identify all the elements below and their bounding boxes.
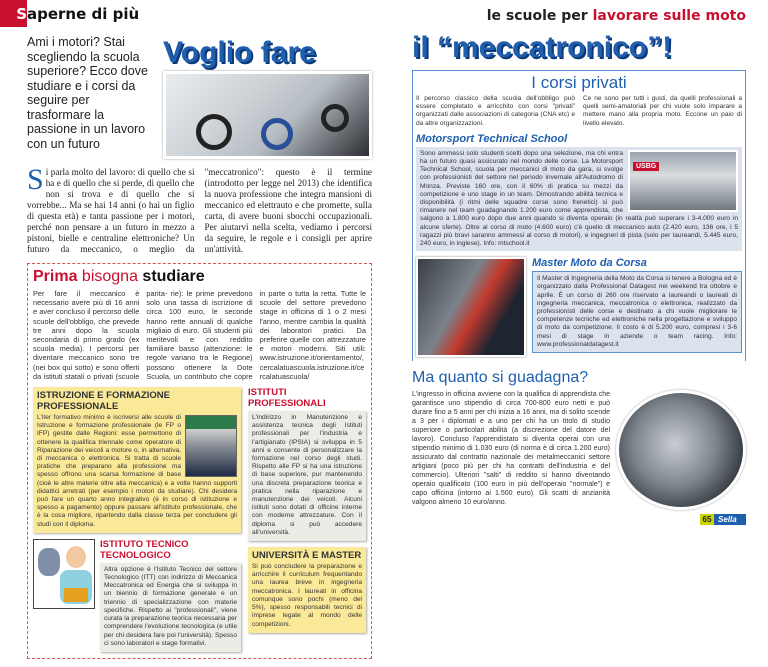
itt-title: ISTITUTO TECNICO TECNOLOGICO bbox=[100, 538, 189, 561]
engine-photo bbox=[616, 390, 746, 510]
kicker-black: le scuole per bbox=[486, 8, 588, 24]
student-photo bbox=[185, 415, 237, 477]
body-text bbox=[27, 163, 372, 255]
kicker bbox=[412, 8, 746, 24]
ip-box bbox=[248, 411, 366, 541]
workshop-photo bbox=[163, 71, 372, 159]
master-text: Il Master di Ingegneria della Moto da Corsa si tenere a Bologna ed è organizzato dalla Professional Datagest nei weekend tra ottobre e aprile. È un corso di 260 ore riservato a laureandi o laureati di ingegneria meccanica, meccatronica o elettronica, realizzato da professionisti delle corse e destinato a chi vuole migliorare le competenze tecniche ed elettroniche nella progettazione e sviluppo di moto da competizione. Il costo è di 5.200 euro, compresi i 3-6 mesi di stage in aziende o team racing. Info: www.professionaldatagest.it bbox=[537, 275, 737, 348]
prima-w1: Prima bbox=[33, 268, 78, 285]
headline-left: Voglio fare bbox=[163, 36, 316, 69]
section-rest: aperne di più bbox=[27, 4, 140, 23]
guadagna-title: Ma quanto si guadagna? bbox=[412, 369, 589, 387]
itt-text: Altra opzione è l'Istituto Tecnico del settore Tecnologico (ITT) con indirizzo di Meccanica Meccatronica ed Energia che si sviluppa in un biennio di formazione generale e un triennio di specializzazione con materie specifiche. Rispetto ai "professionali", viene curata la preparazione teorica necessaria per comprendere l'evoluzione tecnologica (e utile per chi desidera fare poi l'università). Spesso ci sono laboratori e stage formativi. bbox=[104, 565, 237, 647]
uni-title: UNIVERSITÀ E MASTER bbox=[252, 550, 362, 562]
mts-photo bbox=[628, 150, 738, 212]
drop-cap: S bbox=[27, 163, 44, 196]
ifp-text: L'iter formativo minimo è iscriversi alle scuole di Istruzione e formazione professionale (le FP o IFP) gestite dalle Regioni: esse permettono di ottenere la qualifica triennale come operatore di Riparazione dei veicoli a motore o, in alternativa, di meccanica o elettronica. Si tratta di scuole pratiche che preparano alla professione ma spesso offrono una scarsa formazione di base (cioè le altre materie oltre alla meccanica) e a volte hanno supporti didattici arretrati (per esempio i motori da studiare). Chi desidera può fare un quarto anno integrativo (è in corso di istituzione e spesso a pagamento) oppure passare all'istituto professionale, che è la cosa migliore, ripartendo dalla classe terza per concludere gli studi con il diploma. bbox=[37, 414, 237, 528]
corsi-intro-2: Ce ne sono per tutti i gusti, da quelli professionali a quelli semi-amatoriali per chi vuole solo imparare a mettere mano alla propria moto. Eccone un paio di livello elevato. bbox=[583, 95, 742, 127]
corsi-title: I corsi privati bbox=[531, 73, 627, 92]
right-page bbox=[384, 0, 768, 667]
prima-col-1: Per fare il meccanico è necessario avere più di 16 anni e aver concluso il percorso delle scuole dell'obbligo, che prevede tre anni dopo la scuola secondaria di primo grado (ex scuola media). I percorsi per diventare meccanico sono tre (nei box qui sotto) e sono offerti da istituti statali o privati (scuole parita- bbox=[33, 289, 168, 381]
intro-text: Ami i motori? Stai scegliendo la scuola superiore? Ecco dove studiare e i corsi da seguire per trasformare la passione in un lavoro con un futuro bbox=[27, 35, 148, 151]
master-box bbox=[532, 271, 742, 353]
guadagna-text: L'ingresso in officina avviene con la qualifica di apprendista che garantisce uno stipendio di circa 700-800 euro netti e può durare fino a 5 anni per chi inizia a 16 anni, ma di solito scende a 3 per i diplomati e a uno per chi ha un titolo di studio superiore o particolari abilità (a discrezione del datore del lavoro). Concluso l'apprendistato si diventa operai con una stipendio minimo di 1.030 euro (di norma è di circa 1.200 euro) assicurato dal contratto nazionale dei metalmeccanici settore artigiani (poco più per chi ha contratti dell'industria e del commercio). Ulteriori "salti" di reddito si hanno diventando operaio qualificato (100 euro in più dell'operaio "normale") e capo officina (intorno ai 1.500 euro). Gli scatti di anzianità valgono almeno 10 euro/anno. bbox=[412, 391, 610, 507]
uni-box bbox=[248, 547, 366, 633]
itt-box bbox=[100, 563, 241, 652]
ifp-box bbox=[33, 387, 241, 533]
body-left-text: i parla molto del lavoro: di quello che si ha e di quello che si perde, di quello che non si trova e di quello che si vorrebbe... Ma se hai 14 anni (o hai un figlio di questa età) e tanta passione per i motori, perché non pensare a un futuro in mezzo a pistoni, bielle e centraline elettroniche? Un futuro da meccanico, o meglio da "meccatronico": questo è il termine (introdotto per legge nel 2013) che identifica la nuova professione che integra mansioni di meccanico ed elettrauto e che promette, sulla carta, di bbox=[27, 167, 372, 254]
kicker-red: lavorare sulle moto bbox=[592, 8, 746, 24]
body-right: avere buoni sbocchi occupazionali. Per aiutarvi nella scelta, vediamo i percorsi da seguire, le regole e i consigli per aprire un'attività. bbox=[204, 211, 372, 254]
master-title: Master Moto da Corsa bbox=[532, 257, 647, 270]
prima-w2: bisogna bbox=[81, 268, 138, 285]
prima-col-2: rie): le prime prevedono solo una tassa di iscrizione di circa 100 euro, le seconde hanno rette annuali di qualche migliaio di euro. Gli studenti più meritevoli e con reddito familiare basso (attenzione: le regole variano tra le Regione) possono ottenere la Dote Scuola, un contributo che copre in parte o bbox=[146, 289, 293, 381]
magazine-logo: Sella bbox=[714, 514, 746, 525]
prima-col-3: tutta la retta. Tutte le scuole del settore prevedono stage in officina di 1 o 2 mesi l'anno, mentre cambia la qualità dei laboratori pratici. Da preferire quelle con attrezzature e motori moderni. Siti utili: www.istruzione.it/orientamento/, cercalatuascuola.istruzione.it/cercalatuascuola/ bbox=[259, 289, 366, 381]
mts-title: Motorsport Technical School bbox=[416, 132, 568, 145]
prima-w3: studiare bbox=[142, 268, 205, 285]
prima-columns bbox=[33, 289, 366, 381]
section-title bbox=[0, 0, 372, 27]
corsi-box bbox=[412, 70, 746, 361]
mechanics-photo bbox=[416, 257, 526, 357]
prima-heading bbox=[33, 268, 366, 286]
ip-title: ISTITUTI PROFESSIONALI bbox=[248, 387, 326, 410]
headline-right: il “meccatronico”! bbox=[412, 31, 673, 64]
mts-box bbox=[416, 147, 742, 251]
uni-text: Si può concludere la preparazione e arricchire il curriculum frequentando una laurea breve in ingegneria meccatronica. I laureati in officina comunque sono pochi (meno del 5%), spesso responsabili tecnici di imprese legate al mondo delle competizioni. bbox=[252, 563, 362, 628]
photo-sign: USBG bbox=[633, 162, 659, 171]
corsi-intro-1: Il percorso classico della scuola dell'obbligo può essere completato e arricchito con corsi "privati" organizzati dalle associazioni di categoria (CNA etc) e da altre organizzazioni. bbox=[416, 95, 575, 127]
ifp-title: ISTRUZIONE E FORMAZIONE PROFESSIONALE bbox=[37, 390, 170, 413]
page-number: 65 bbox=[700, 514, 714, 525]
ip-text: L'indirizzo in Manutenzione e assistenza tecnica degli Istituti professionali per l'industria e l'artigianato (IPSIA) si sviluppa in 5 anni e consente di personalizzare la formazione nel corso degli studi. Rispetto alle FP si ha una istruzione di base superiore, pur mantenendo una discreta preparazione teorica e pratica nella riparazione e manutenzione dei veicoli. Alcuni istituti sono dotati di officine interne con moderne attrezzature. Con il diploma si può accedere all'università. bbox=[252, 414, 362, 536]
section-initial: S bbox=[0, 0, 27, 27]
cartoon-mechanic bbox=[33, 539, 95, 609]
mts-text: Sono ammessi solo studenti scelti dopo una selezione, ma chi entra ha un futuro quasi assicurato nel mondo delle corse. La Motorsport Technical School, scuola per meccanici di moto da gara, si svolge con professionisti del settore nel periodo invernale all'Autodromo di Monza. Previste 160 ore, con il 60% di pratica su mezzi da competizione e uno stage in un team. Dimostrando abilità tecnica e disponibilità (i ritmi delle squadre corse sono frenetici) si può rimanere nel team guadagnando 1.200 euro come apprendista, che salgono a 1.800 euro dopo due anni quando si diventa operaio (in realtà può superare i 3-4.000 euro in alcune sferte). Oltre al corso di moto (4.600 euro) c'è quello di meccanico auto (2.420 euro, 136 ore, i 5 ragazzi più bravi saranno ammessi al corso di motori), e ingegneri di pista (solo per laureandi, 5.445 euro, 240 euro, in inglese). Info: mtschool.it bbox=[420, 149, 738, 248]
study-box bbox=[27, 263, 372, 659]
